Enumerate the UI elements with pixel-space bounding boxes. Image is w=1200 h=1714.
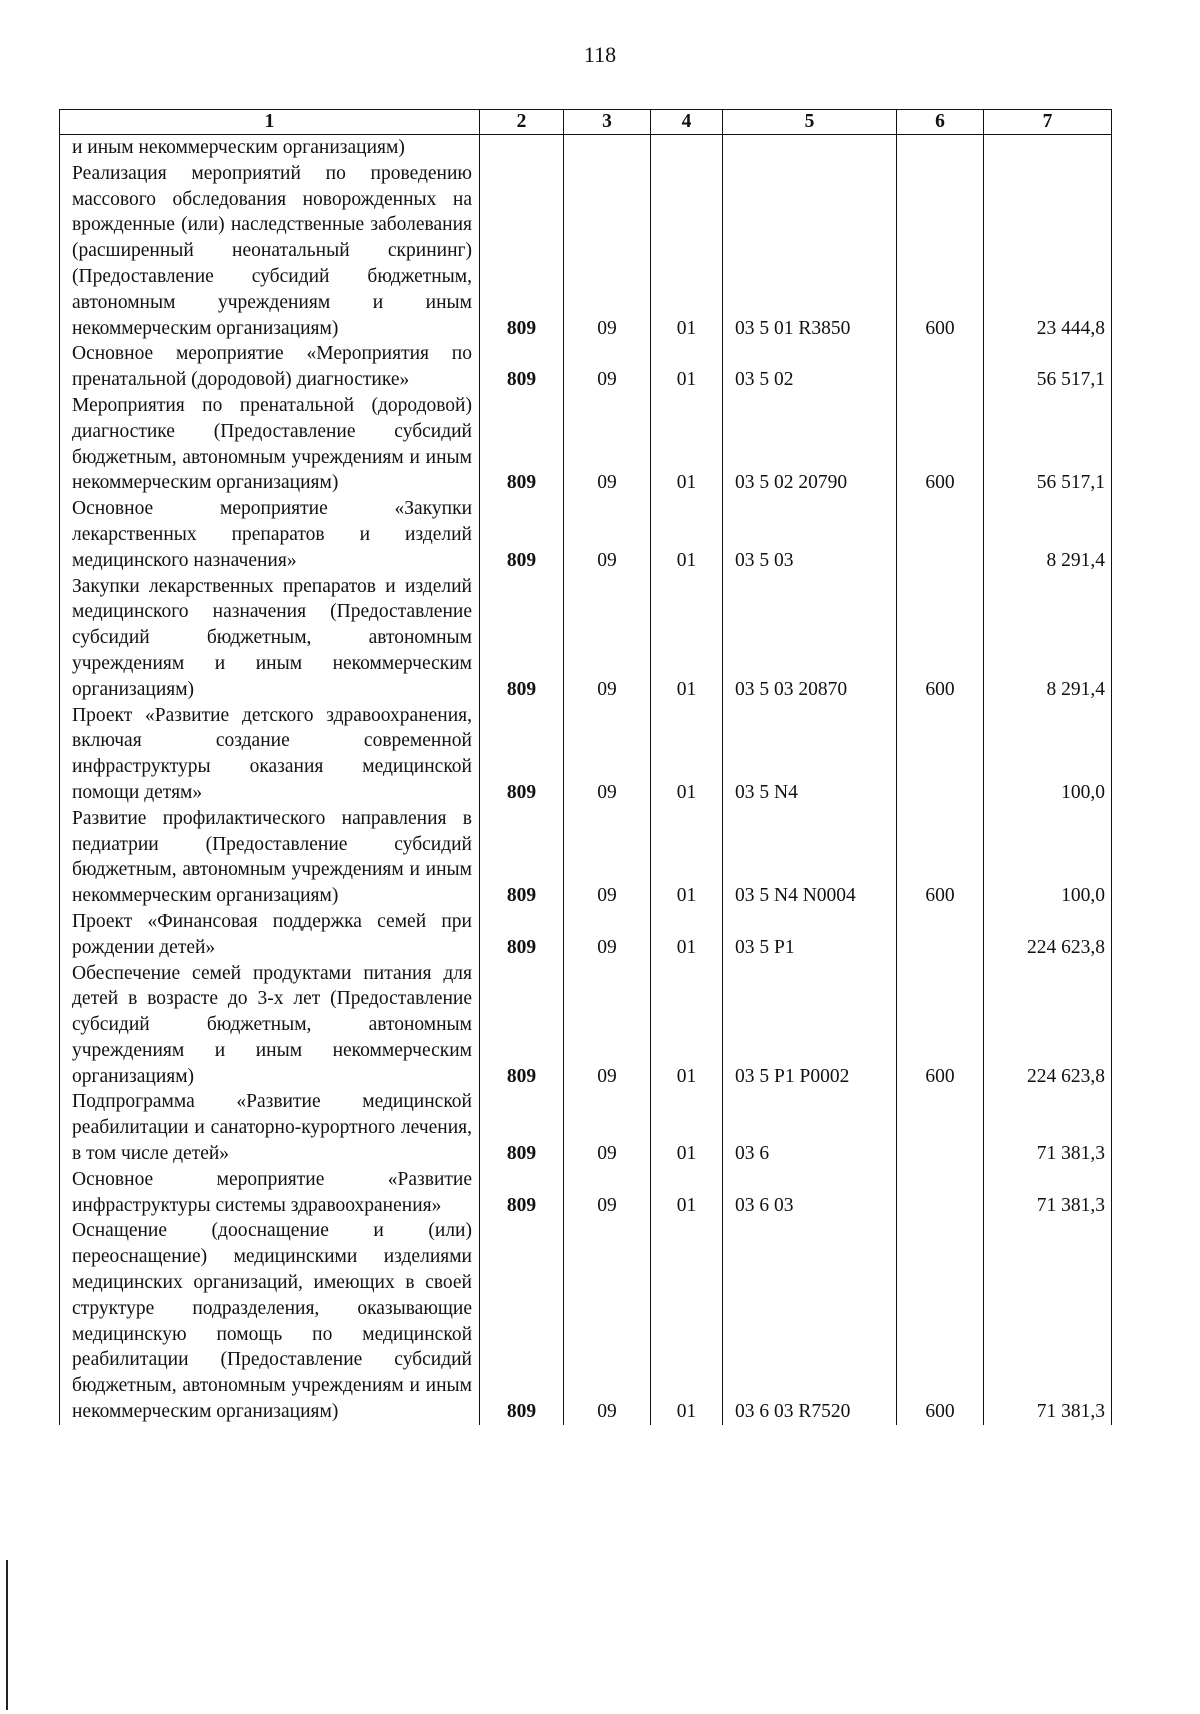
cell-amount: 224 623,8 bbox=[984, 909, 1112, 961]
cell-section: 09 bbox=[564, 1089, 651, 1166]
cell-amount: 23 444,8 bbox=[984, 161, 1112, 342]
row-description: Закупки лекарственных препаратов и изделий медицинского назначения (Предоставление субсидий бюджетным, автономным учреждениям и иным некоммерческим организациям) bbox=[60, 574, 480, 703]
cell-subsection: 01 bbox=[651, 496, 723, 573]
page-number: 118 bbox=[583, 42, 617, 67]
binding-mark bbox=[6, 1560, 8, 1710]
table-row bbox=[60, 393, 1112, 496]
cell-target-article: 03 5 03 bbox=[723, 496, 897, 573]
cell-amount: 71 381,3 bbox=[984, 1089, 1112, 1166]
table-row bbox=[60, 1089, 1112, 1166]
table-row bbox=[60, 961, 1112, 1090]
cell-target-article: 03 5 02 20790 bbox=[723, 393, 897, 496]
cell-section: 09 bbox=[564, 574, 651, 703]
cell-expense-type bbox=[897, 496, 984, 573]
column-header: 7 bbox=[984, 110, 1112, 135]
cell-section: 09 bbox=[564, 1218, 651, 1424]
cell-amount: 100,0 bbox=[984, 806, 1112, 909]
cell-subsection: 01 bbox=[651, 1218, 723, 1424]
cell-ministry-code: 809 bbox=[480, 961, 564, 1090]
cell-section: 09 bbox=[564, 341, 651, 393]
cell-expense-type: 600 bbox=[897, 393, 984, 496]
row-description: Обеспечение семей продуктами питания для детей в возрасте до 3-х лет (Предоставление субсидий бюджетным, автономным учреждениям и иным некоммерческим организациям) bbox=[60, 961, 480, 1090]
row-description: Проект «Развитие детского здравоохранения, включая создание современной инфраструктуры оказания медицинской помощи детям» bbox=[60, 703, 480, 806]
table-row bbox=[60, 135, 1112, 161]
cell-amount: 8 291,4 bbox=[984, 496, 1112, 573]
cell-section: 09 bbox=[564, 161, 651, 342]
column-header: 5 bbox=[723, 110, 897, 135]
column-header: 6 bbox=[897, 110, 984, 135]
cell-target-article: 03 5 P1 bbox=[723, 909, 897, 961]
cell-ministry-code: 809 bbox=[480, 1218, 564, 1424]
row-description: Основное мероприятие «Развитие инфраструктуры системы здравоохранения» bbox=[60, 1167, 480, 1219]
table-row bbox=[60, 574, 1112, 703]
cell-section: 09 bbox=[564, 703, 651, 806]
cell-ministry-code: 809 bbox=[480, 341, 564, 393]
cell-expense-type bbox=[897, 1167, 984, 1219]
table-row bbox=[60, 161, 1112, 342]
cell-ministry-code: 809 bbox=[480, 574, 564, 703]
cell-target-article: 03 5 02 bbox=[723, 341, 897, 393]
cell-ministry-code: 809 bbox=[480, 1089, 564, 1166]
cell-ministry-code: 809 bbox=[480, 496, 564, 573]
row-description: Проект «Финансовая поддержка семей при рождении детей» bbox=[60, 909, 480, 961]
cell-section: 09 bbox=[564, 393, 651, 496]
cell-target-article: 03 5 01 R3850 bbox=[723, 161, 897, 342]
cell-section: 09 bbox=[564, 1167, 651, 1219]
table-row bbox=[60, 341, 1112, 393]
cell-ministry-code: 809 bbox=[480, 703, 564, 806]
cell-subsection: 01 bbox=[651, 1167, 723, 1219]
column-header: 2 bbox=[480, 110, 564, 135]
cell-section: 09 bbox=[564, 496, 651, 573]
cell-target-article bbox=[723, 135, 897, 161]
cell-amount: 100,0 bbox=[984, 703, 1112, 806]
cell-expense-type: 600 bbox=[897, 1218, 984, 1424]
cell-amount: 56 517,1 bbox=[984, 341, 1112, 393]
cell-target-article: 03 6 03 R7520 bbox=[723, 1218, 897, 1424]
cell-subsection: 01 bbox=[651, 574, 723, 703]
cell-expense-type: 600 bbox=[897, 574, 984, 703]
cell-expense-type: 600 bbox=[897, 161, 984, 342]
cell-amount: 224 623,8 bbox=[984, 961, 1112, 1090]
cell-ministry-code: 809 bbox=[480, 393, 564, 496]
column-header: 3 bbox=[564, 110, 651, 135]
cell-expense-type bbox=[897, 135, 984, 161]
cell-amount: 56 517,1 bbox=[984, 393, 1112, 496]
cell-target-article: 03 5 P1 P0002 bbox=[723, 961, 897, 1090]
cell-expense-type bbox=[897, 341, 984, 393]
cell-ministry-code bbox=[480, 135, 564, 161]
cell-expense-type bbox=[897, 703, 984, 806]
cell-subsection bbox=[651, 135, 723, 161]
column-header: 4 bbox=[651, 110, 723, 135]
cell-ministry-code: 809 bbox=[480, 806, 564, 909]
cell-target-article: 03 5 03 20870 bbox=[723, 574, 897, 703]
cell-target-article: 03 5 N4 N0004 bbox=[723, 806, 897, 909]
cell-expense-type bbox=[897, 909, 984, 961]
row-description: Основное мероприятие «Закупки лекарственных препаратов и изделий медицинского назначения» bbox=[60, 496, 480, 573]
row-description: Оснащение (дооснащение и (или) переоснащение) медицинскими изделиями медицинских организаций, имеющих в своей структуре подразделения, оказывающие медицинскую помощь по медицинской реабилитации (Предоставление субсидий бюджетным, автономным учреждениям и иным некоммерческим организациям) bbox=[60, 1218, 480, 1424]
row-description: Реализация мероприятий по проведению массового обследования новорожденных на врожденные (или) наследственные заболевания (расширенный неонатальный скрининг) (Предоставление субсидий бюджетным, автономным учреждениям и иным некоммерческим организациям) bbox=[60, 161, 480, 342]
cell-expense-type: 600 bbox=[897, 961, 984, 1090]
cell-subsection: 01 bbox=[651, 161, 723, 342]
table-row bbox=[60, 703, 1112, 806]
cell-expense-type bbox=[897, 1089, 984, 1166]
row-description: Развитие профилактического направления в педиатрии (Предоставление субсидий бюджетным, автономным учреждениям и иным некоммерческим организациям) bbox=[60, 806, 480, 909]
table-row bbox=[60, 1218, 1112, 1424]
cell-ministry-code: 809 bbox=[480, 161, 564, 342]
table-row bbox=[60, 496, 1112, 573]
cell-amount: 71 381,3 bbox=[984, 1167, 1112, 1219]
table-row bbox=[60, 1167, 1112, 1219]
cell-ministry-code: 809 bbox=[480, 1167, 564, 1219]
table-row bbox=[60, 909, 1112, 961]
cell-target-article: 03 6 03 bbox=[723, 1167, 897, 1219]
cell-subsection: 01 bbox=[651, 1089, 723, 1166]
row-description: и иным некоммерческим организациям) bbox=[60, 135, 480, 161]
cell-subsection: 01 bbox=[651, 393, 723, 496]
table-row bbox=[60, 806, 1112, 909]
cell-section: 09 bbox=[564, 806, 651, 909]
budget-table bbox=[59, 109, 1112, 1425]
table-header-row bbox=[60, 110, 1112, 135]
cell-section: 09 bbox=[564, 961, 651, 1090]
cell-subsection: 01 bbox=[651, 961, 723, 1090]
cell-section: 09 bbox=[564, 909, 651, 961]
row-description: Основное мероприятие «Мероприятия по пренатальной (дородовой) диагностике» bbox=[60, 341, 480, 393]
row-description: Подпрограмма «Развитие медицинской реабилитации и санаторно-курортного лечения, в том числе детей» bbox=[60, 1089, 480, 1166]
cell-subsection: 01 bbox=[651, 703, 723, 806]
cell-subsection: 01 bbox=[651, 806, 723, 909]
cell-target-article: 03 6 bbox=[723, 1089, 897, 1166]
cell-amount bbox=[984, 135, 1112, 161]
cell-target-article: 03 5 N4 bbox=[723, 703, 897, 806]
cell-subsection: 01 bbox=[651, 341, 723, 393]
cell-expense-type: 600 bbox=[897, 806, 984, 909]
cell-section bbox=[564, 135, 651, 161]
cell-subsection: 01 bbox=[651, 909, 723, 961]
row-description: Мероприятия по пренатальной (дородовой) диагностике (Предоставление субсидий бюджетным, автономным учреждениям и иным некоммерческим организациям) bbox=[60, 393, 480, 496]
cell-ministry-code: 809 bbox=[480, 909, 564, 961]
cell-amount: 71 381,3 bbox=[984, 1218, 1112, 1424]
cell-amount: 8 291,4 bbox=[984, 574, 1112, 703]
column-header: 1 bbox=[60, 110, 480, 135]
